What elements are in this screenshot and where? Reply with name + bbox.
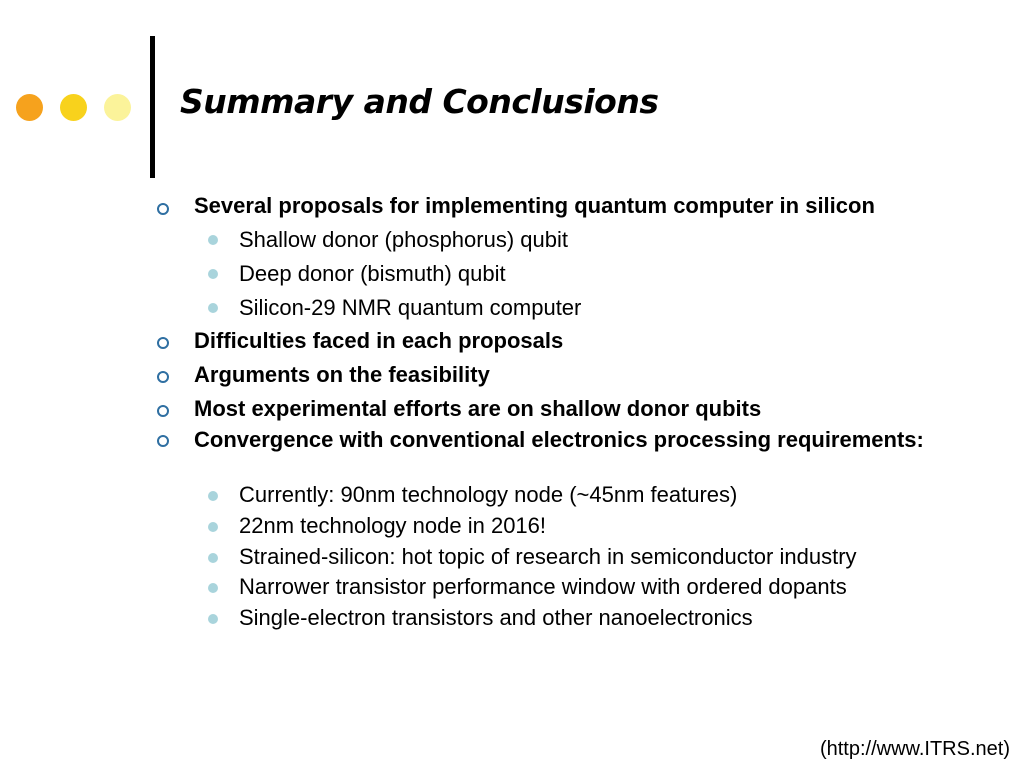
ring-bullet-icon bbox=[157, 435, 169, 447]
bullet-level1: Most experimental efforts are on shallow donor qubits bbox=[194, 396, 762, 421]
decorative-orange-dot bbox=[16, 94, 43, 121]
dot-bullet-icon bbox=[208, 583, 218, 593]
dot-bullet-icon bbox=[208, 235, 218, 245]
ring-bullet-icon bbox=[157, 405, 169, 417]
source-citation: (http://www.ITRS.net) bbox=[819, 738, 1010, 760]
dot-bullet-icon bbox=[208, 553, 218, 563]
dot-bullet-icon bbox=[208, 614, 218, 624]
bullet-level2: Narrower transistor performance window with ordered dopants bbox=[239, 574, 847, 599]
bullet-level2: Deep donor (bismuth) qubit bbox=[239, 261, 506, 286]
bullet-level1: Arguments on the feasibility bbox=[194, 362, 490, 387]
decorative-pale-yellow-dot bbox=[104, 94, 131, 121]
dot-bullet-icon bbox=[208, 491, 218, 501]
ring-bullet-icon bbox=[157, 203, 169, 215]
dot-bullet-icon bbox=[208, 522, 218, 532]
ring-bullet-icon bbox=[157, 371, 169, 383]
slide-title: Summary and Conclusions bbox=[180, 82, 659, 121]
bullet-level1: Convergence with conventional electronics processing requirements: bbox=[194, 427, 924, 452]
bullet-level1: Difficulties faced in each proposals bbox=[194, 328, 564, 353]
dot-bullet-icon bbox=[208, 269, 218, 279]
title-divider-bar bbox=[150, 36, 155, 178]
dot-bullet-icon bbox=[208, 303, 218, 313]
bullet-level2: Silicon-29 NMR quantum computer bbox=[239, 295, 582, 320]
bullet-level2: 22nm technology node in 2016! bbox=[239, 513, 547, 538]
bullet-level2: Strained-silicon: hot topic of research in semiconductor industry bbox=[239, 544, 857, 569]
bullet-level1: Several proposals for implementing quantum computer in silicon bbox=[194, 193, 875, 218]
bullet-level2: Single-electron transistors and other nanoelectronics bbox=[239, 605, 753, 630]
bullet-level2: Currently: 90nm technology node (~45nm features) bbox=[239, 482, 738, 507]
bullet-level2: Shallow donor (phosphorus) qubit bbox=[239, 227, 568, 252]
ring-bullet-icon bbox=[157, 337, 169, 349]
decorative-yellow-dot bbox=[60, 94, 87, 121]
